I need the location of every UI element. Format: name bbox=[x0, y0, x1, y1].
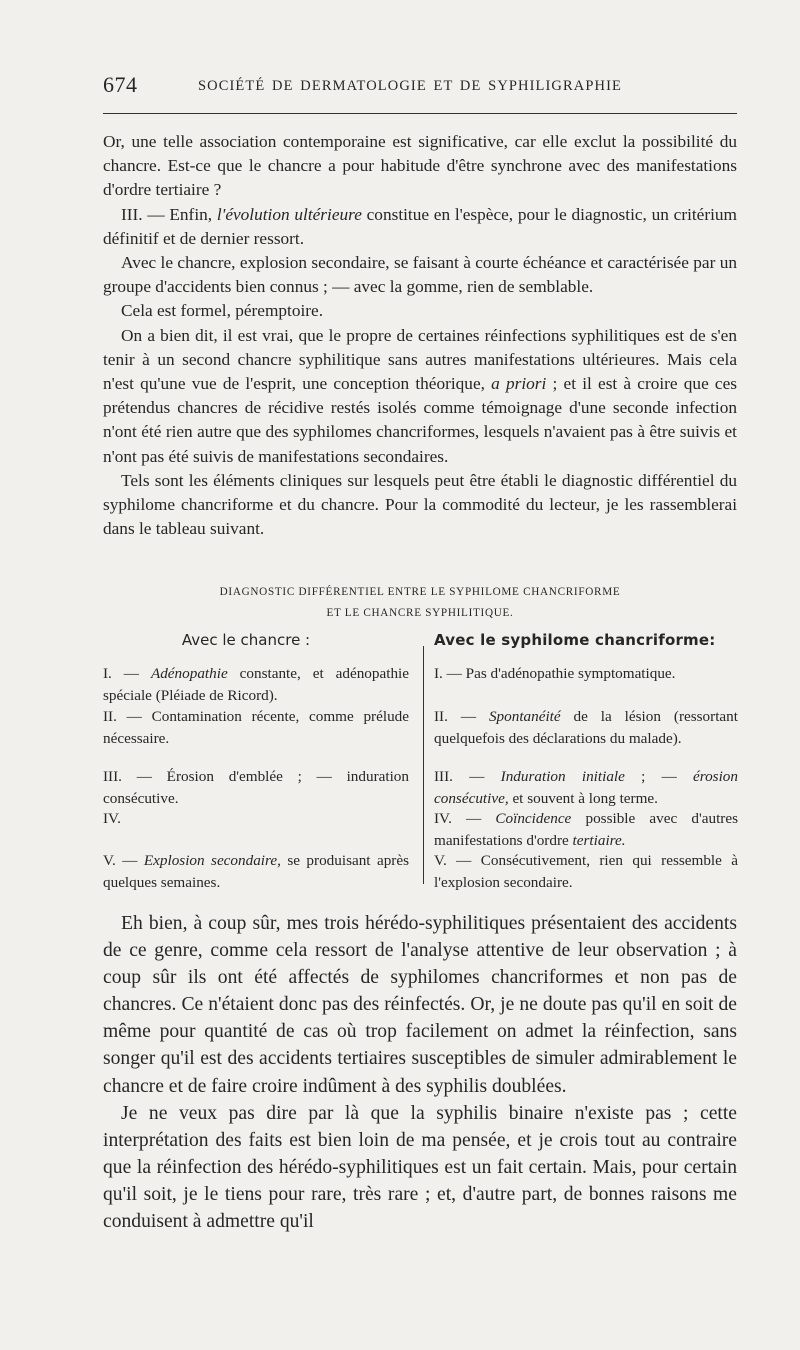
page-number: 674 bbox=[103, 72, 138, 97]
italic-text: a priori bbox=[491, 374, 547, 394]
table-column-chancre bbox=[103, 630, 410, 891]
header-rule bbox=[103, 113, 737, 114]
paragraph bbox=[103, 203, 737, 251]
body-text-bottom bbox=[103, 910, 737, 1235]
row-number: II. — bbox=[434, 708, 489, 725]
row-text: et souvent à long terme. bbox=[508, 789, 658, 807]
table-column-syphilome bbox=[434, 630, 738, 891]
table-row bbox=[103, 663, 409, 706]
page-header bbox=[103, 72, 737, 102]
italic-text: l'évolution ultérieure bbox=[216, 204, 362, 224]
table-row bbox=[434, 706, 738, 749]
italic-text: Induration initiale bbox=[500, 768, 625, 785]
row-number: V. — bbox=[103, 852, 144, 869]
row-text: possible avec d'autres manifestations d'ordre bbox=[434, 810, 738, 849]
column-heading: Avec le chancre : bbox=[181, 631, 311, 649]
row-number: I. — bbox=[103, 665, 151, 682]
body-text-top bbox=[103, 130, 737, 541]
table-row: III. — Érosion d'emblée ; — induration consécutive. bbox=[103, 768, 409, 807]
italic-text: Coïncidence bbox=[495, 810, 572, 827]
table-row bbox=[434, 766, 738, 809]
italic-text: tertiaire. bbox=[572, 831, 626, 849]
table-row bbox=[103, 850, 409, 893]
table-row: V. — Consécutivement, rien qui ressemble à l'explosion secondaire. bbox=[434, 852, 738, 891]
table-row: I. — Pas d'adénopathie symptomatique. bbox=[434, 665, 676, 682]
paragraph bbox=[103, 324, 737, 469]
italic-text: Explosion secondaire, bbox=[143, 852, 281, 869]
diagnostic-table bbox=[103, 630, 737, 892]
text-run: constitue en l'espèce, pour le diagnostic, un critérium définitif et de dernier ressort. bbox=[103, 204, 737, 248]
row-text: de la lésion (ressortant quelquefois des déclarations du malade). bbox=[434, 708, 738, 747]
caption-line: ET LE CHANCRE SYPHILITIQUE. bbox=[326, 607, 514, 619]
text-run: On a bien dit, il est vrai, que le propre de certaines réinfections syphilitiques est de s'en tenir à un second chancre syphilitique sans autres manifestations ultérieures. Mais cela n'est qu'une vue de l'esprit, une conception théorique, bbox=[103, 325, 737, 394]
paragraph: Eh bien, à coup sûr, mes trois hérédo-syphilitiques présentaient des accidents de ce genre, comme cela ressort de l'analyse attentive de leur observation ; à coup sûr ils ont été affectés de syphilomes chancriformes et non pas de chancres. Ce n'étaient donc pas des réinfectés. Or, je ne doute pas qu'il en soit de même pour quantité de cas où trop facilement on admet la réinfection, sans songer qu'il est des accidents tertiaires susceptibles de simuler admirablement le chancre et de faire croire indûment à des syphilis doublées. bbox=[103, 913, 737, 1097]
paragraph: Cela est formel, péremptoire. bbox=[121, 301, 324, 321]
italic-text: Spontanéité bbox=[488, 708, 561, 725]
italic-text: érosion consécutive, bbox=[434, 768, 738, 807]
row-text: ; — bbox=[624, 768, 693, 785]
row-number: III. — bbox=[434, 768, 501, 785]
text-run: III. — Enfin, bbox=[121, 204, 217, 224]
table-row: IV. bbox=[103, 810, 121, 827]
paragraph: Avec le chancre, explosion secondaire, se faisant à courte échéance et caractérisée par un groupe d'accidents bien connus ; — avec la gomme, rien de semblable. bbox=[103, 253, 737, 297]
paragraph: Tels sont les éléments cliniques sur lesquels peut être établi le diagnostic différentiel du syphilome chancriforme et du chancre. Pour la commodité du lecteur, je les rassemblerai dans le tableau suivant. bbox=[103, 470, 737, 539]
table-row bbox=[434, 808, 738, 851]
column-heading: Avec le syphilome chancriforme: bbox=[434, 631, 716, 649]
paragraph: Or, une telle association contemporaine est significative, car elle exclut la possibilité du chancre. Est-ce que le chancre a pour habitude d'être synchrone avec des manifestations d'ordre tertiaire ? bbox=[103, 132, 737, 200]
running-title: SOCIÉTÉ DE DERMATOLOGIE ET DE SYPHILIGRAPHIE bbox=[198, 78, 622, 94]
table-caption bbox=[103, 582, 737, 624]
row-text: constante, et adénopathie spéciale (Pléiade de Ricord). bbox=[103, 665, 410, 704]
column-divider bbox=[423, 646, 424, 884]
row-text: se produisant après quelques semaines. bbox=[103, 852, 409, 891]
italic-text: Adénopathie bbox=[150, 665, 228, 682]
row-number: IV. — bbox=[434, 810, 496, 827]
table-row: II. — Contamination récente, comme prélude nécessaire. bbox=[103, 708, 409, 747]
text-run: ; et il est à croire que ces prétendus chancres de récidive restés isolés comme témoignage d'une seconde infection n'ont été rien autre que des syphilomes chancriformes, lesquels n'avaient pas à être suivis et n'ont pas été suivis de manifestations secondaires. bbox=[103, 374, 738, 466]
caption-line: DIAGNOSTIC DIFFÉRENTIEL ENTRE LE SYPHILOME CHANCRIFORME bbox=[219, 586, 621, 598]
paragraph: Je ne veux pas dire par là que la syphilis binaire n'existe pas ; cette interprétation des faits est bien loin de ma pensée, et je crois tout au contraire que la réinfection des hérédo-syphilitiques est un fait certain. Mais, pour certain qu'il soit, je le tiens pour rare, très rare ; et, d'autre part, de bonnes raisons me conduisent à admettre qu'il bbox=[103, 1102, 737, 1233]
